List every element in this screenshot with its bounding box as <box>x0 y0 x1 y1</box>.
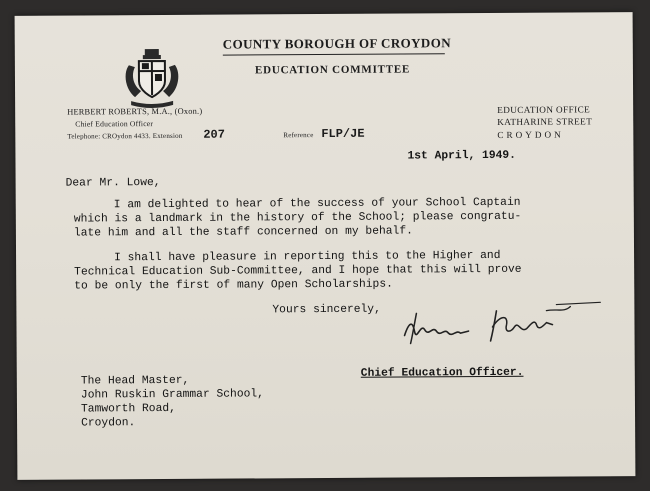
paragraph-2-line-1: I shall have pleasure in reporting this to the Higher and <box>114 249 501 265</box>
closing: Yours sincerely, <box>272 303 381 317</box>
recipient-line-4: Croydon. <box>81 417 136 430</box>
signatory-title: Chief Education Officer. <box>360 366 524 380</box>
title-underline <box>223 53 445 55</box>
recipient-line-1: The Head Master, <box>80 374 190 388</box>
recipient-line-3: Tamworth Road, <box>80 402 176 416</box>
council-name: COUNTY BOROUGH OF CROYDON <box>222 35 452 52</box>
handwritten-signature <box>396 300 606 349</box>
salutation: Dear Mr. Lowe, <box>65 177 161 190</box>
letter-date: 1st April, 1949. <box>407 149 516 163</box>
letter-paper <box>15 12 636 480</box>
officer-name: HERBERT ROBERTS, M.A., (Oxon.) <box>67 106 203 117</box>
officer-title: Chief Education Officer <box>75 119 154 129</box>
paragraph-2-line-2: Technical Education Sub-Committee, and I hope that this will prove <box>74 263 522 279</box>
paragraph-2-line-3: to be only the first of many Open Scholarships. <box>74 278 393 293</box>
committee-name: EDUCATION COMMITTEE <box>254 63 411 77</box>
paragraph-1-line-1: I am delighted to hear of the success of your School Captain <box>113 196 521 212</box>
address-line-3: CROYDON <box>497 129 564 140</box>
address-line-1: EDUCATION OFFICE <box>497 104 591 115</box>
telephone-label: Telephone: CROydon 4433. Extension <box>67 131 183 141</box>
reference-code: FLP/JE <box>321 126 365 142</box>
paragraph-1-line-3: late him and all the staff concerned on my behalf. <box>73 225 413 240</box>
address-line-2: KATHARINE STREET <box>497 116 593 127</box>
paragraph-1-line-2: which is a landmark in the history of the School; please congratu- <box>73 210 522 226</box>
croydon-coat-of-arms-icon <box>121 45 183 109</box>
reference-label: Reference <box>283 131 314 140</box>
recipient-line-2: John Ruskin Grammar School, <box>80 388 264 402</box>
telephone-extension: 207 <box>203 127 225 142</box>
